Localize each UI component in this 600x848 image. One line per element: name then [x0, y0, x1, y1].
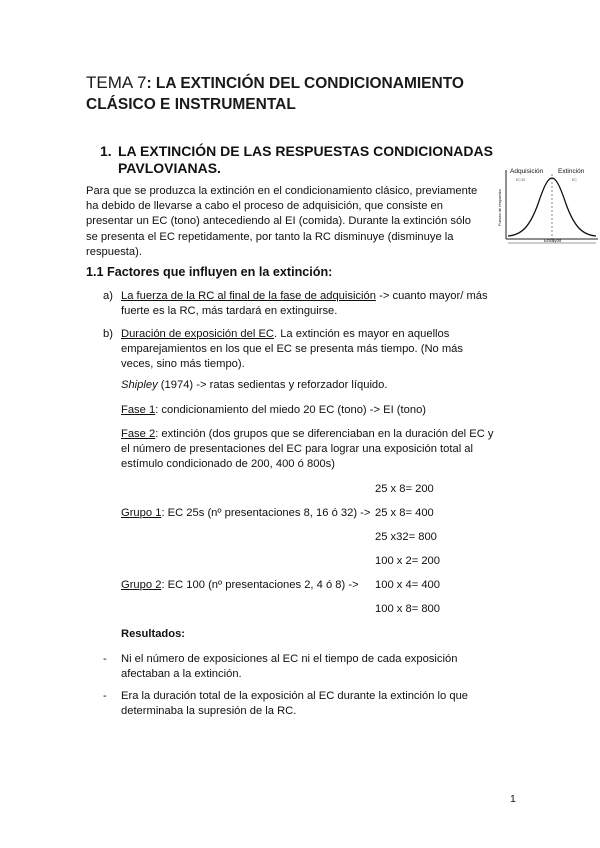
page-title — [86, 72, 506, 115]
fase-1-line — [121, 403, 497, 418]
grupo-1-label: Grupo 1 — [121, 507, 162, 519]
item-b-rest: . La extinción es mayor en aquellos emparejamientos en los que el EC se presenta más tiempo. (No más veces, sino más tiempo). — [121, 328, 463, 371]
item-a-label: a) — [103, 290, 113, 302]
item-a-underlined: La fuerza de la RC al final de la fase de adquisición — [121, 290, 376, 302]
grupo-1-rest: : EC 25s (nº presentaciones 8, 16 ó 32) -> — [161, 507, 371, 519]
section-1-1-heading: 1.1 Factores que influyen en la extinción: — [86, 265, 333, 279]
grupo-2-calc-3: 100 x 8= 800 — [375, 603, 441, 615]
shipley-line — [121, 378, 497, 393]
figure-x-label: Ensayos — [544, 238, 562, 243]
figure-right-label: Extinción — [558, 168, 585, 175]
page-number: 1 — [510, 793, 516, 805]
section-1-line2: PAVLOVIANAS. — [118, 160, 221, 176]
intro-paragraph: Para que se produzca la extinción en el condicionamiento clásico, previamente ha debido de llevarse a cabo el proceso de adquisición, que consiste en presentar un EC (tono) antecediendo al EI (comida). Durante la extinción sólo se presenta el EC repetidamente, por tanto la RC disminuye (disminuye la respuesta). — [86, 185, 478, 258]
section-1-number: 1. — [100, 143, 112, 159]
fase-2-label: Fase 2 — [121, 428, 156, 440]
item-a-text — [121, 289, 497, 319]
grupo-1-calc-3: 25 x32= 800 — [375, 531, 437, 543]
item-b-text — [121, 327, 491, 373]
title-prefix: TEMA 7 — [86, 73, 147, 92]
figure-left-sub: EC-EI — [516, 178, 526, 182]
grupo-2-rest: : EC 100 (nº presentaciones 2, 4 ó 8) -> — [161, 579, 359, 591]
item-b-label: b) — [103, 328, 113, 340]
resultados-heading: Resultados: — [121, 628, 186, 640]
fase-2-rest: : extinción (dos grupos que se diferenciaban en la duración del EC y el número de presentaciones del EC para lograr una exposición total al estímulo condicionado de 200, 400 ó 800s) — [121, 428, 494, 471]
shipley-name: Shipley — [121, 379, 158, 391]
resultados-bullet-1: Ni el número de exposiciones al EC ni el tiempo de cada exposición afectaban a la extinción. — [121, 653, 458, 681]
grupo-2-calc-2: 100 x 4= 400 — [375, 579, 441, 591]
item-a-rest: -> cuanto mayor/ más fuerte es la RC, más tardará en extinguirse. — [121, 290, 488, 318]
shipley-rest: (1974) -> ratas sedientas y reforzador líquido. — [157, 379, 388, 391]
bullet-dash: - — [103, 690, 107, 702]
section-1-line1: LA EXTINCIÓN DE LAS RESPUESTAS CONDICIONADAS — [118, 143, 493, 159]
section-1-heading — [100, 143, 500, 177]
title-rest: : LA EXTINCIÓN DEL CONDICIONAMIENTO CLÁSICO E INSTRUMENTAL — [86, 75, 464, 113]
extinction-figure — [492, 164, 600, 252]
figure-right-sub: EC — [572, 178, 577, 182]
resultados-bullet-2: Era la duración total de la exposición al EC durante la extinción lo que determinaba la supresión de la RC. — [121, 690, 469, 718]
grupo-2-calc-1: 100 x 2= 200 — [375, 555, 441, 567]
figure-y-label: Fuerza de respuesta — [497, 189, 502, 226]
fase-1-rest: : condicionamiento del miedo 20 EC (tono) -> EI (tono) — [155, 404, 427, 416]
figure-left-label: Adquisición — [510, 168, 544, 175]
grupo-2-line — [121, 578, 381, 593]
fase-1-label: Fase 1 — [121, 404, 156, 416]
grupo-1-calc-1: 25 x 8= 200 — [375, 483, 434, 495]
grupo-1-line — [121, 506, 381, 521]
fase-2-paragraph — [121, 427, 501, 473]
item-b-underlined: Duración de exposición del EC — [121, 328, 274, 340]
grupo-2-label: Grupo 2 — [121, 579, 162, 591]
grupo-1-calc-2: 25 x 8= 400 — [375, 507, 434, 519]
bullet-dash: - — [103, 653, 107, 665]
